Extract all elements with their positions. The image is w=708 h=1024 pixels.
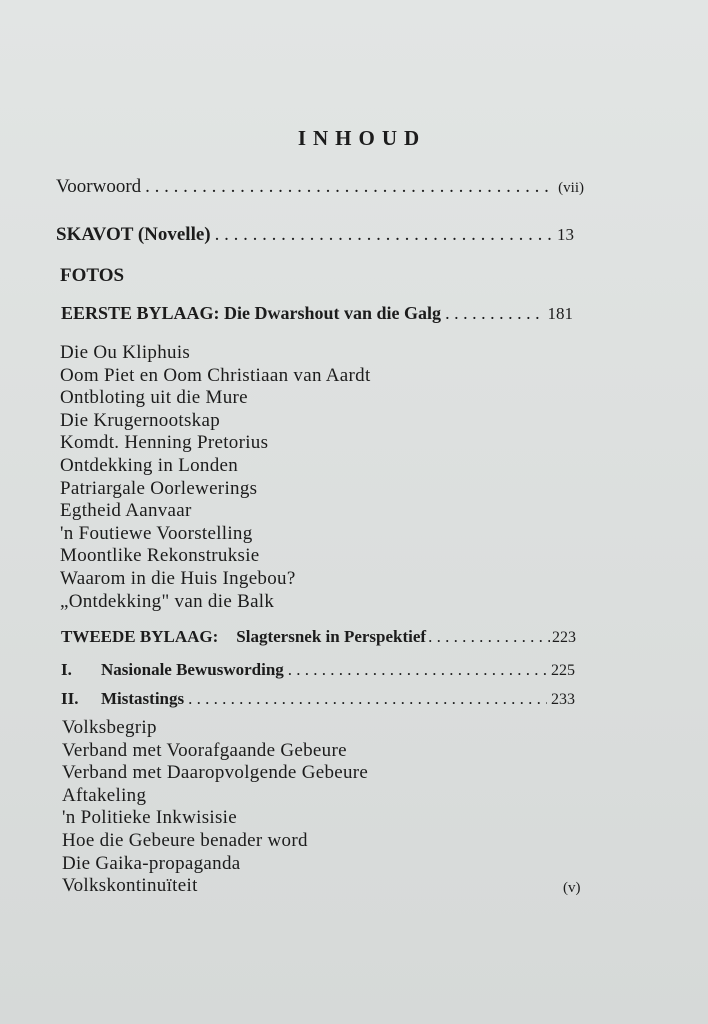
toc-entry-label: SKAVOT (Novelle) — [56, 224, 211, 245]
toc-entry-page: (vii) — [558, 180, 584, 196]
eerste-bylaag-list — [60, 342, 371, 613]
toc-entry-tweede-bylaag — [61, 627, 576, 647]
list-item: Ontdekking in Londen — [60, 454, 239, 476]
toc-entry-page: 225 — [551, 662, 575, 679]
list-item: Volksbegrip — [62, 717, 157, 738]
toc-entry-page: 181 — [547, 304, 573, 323]
toc-entry-page: 13 — [557, 225, 574, 244]
list-item: Die Gaika-propaganda — [62, 852, 241, 874]
list-item: Waarom in die Huis Ingebou? — [60, 567, 296, 589]
list-item: Verband met Daaropvolgende Gebeure — [62, 762, 369, 784]
list-item: Ontbloting uit die Mure — [60, 387, 248, 409]
toc-entry-number: I. — [61, 660, 72, 679]
toc-entry-nasionale — [61, 660, 575, 680]
dot-leader — [145, 176, 554, 198]
page-number: (v) — [563, 880, 581, 896]
toc-entry-page: 223 — [552, 629, 576, 646]
list-item: „Ontdekking" van die Balk — [60, 590, 275, 612]
toc-entry-mistastings — [61, 689, 575, 709]
toc-entry-skavot — [56, 224, 574, 246]
list-item: Oom Piet en Oom Christiaan van Aardt — [60, 364, 371, 386]
dot-leader — [445, 303, 543, 324]
toc-entry-eerste-bylaag — [61, 303, 573, 324]
list-item: 'n Foutiewe Voorstelling — [60, 522, 253, 544]
list-item: Verband met Voorafgaande Gebeure — [62, 739, 347, 761]
toc-entry-label: EERSTE BYLAAG: Die Dwarshout van die Galg — [61, 303, 442, 323]
list-item: 'n Politieke Inkwisisie — [62, 807, 237, 829]
toc-entry-number: II. — [61, 689, 79, 708]
dot-leader — [288, 660, 547, 680]
toc-entry-label: Nasionale Bewuswording — [101, 660, 284, 679]
toc-entry-label: TWEEDE BYLAAG: — [61, 627, 219, 646]
list-item: Die Krugernootskap — [60, 409, 220, 431]
list-item: Aftakeling — [62, 784, 147, 806]
toc-entry-fotos: FOTOS — [60, 265, 125, 286]
dot-leader — [188, 689, 547, 709]
list-item: Hoe die Gebeure benader word — [62, 829, 308, 851]
dot-leader — [215, 224, 553, 246]
toc-entry-label: Slagtersnek in Perspektief — [236, 627, 427, 646]
list-item: Volkskontinuïteit — [62, 875, 198, 897]
list-item: Komdt. Henning Pretorius — [60, 432, 269, 454]
toc-entry-page: 233 — [551, 691, 575, 708]
mistastings-list — [62, 717, 368, 898]
list-item: Die Ou Kliphuis — [60, 342, 191, 363]
list-item: Egtheid Aanvaar — [60, 500, 192, 522]
page-title: INHOUD — [297, 126, 427, 150]
list-item: Moontlike Rekonstruksie — [60, 545, 260, 567]
dot-leader — [428, 627, 550, 647]
toc-entry-label: Mistastings — [101, 689, 185, 708]
toc-entry-label: Voorwoord — [56, 176, 142, 197]
toc-entry-voorwoord — [56, 176, 584, 198]
list-item: Patriargale Oorlewerings — [60, 477, 258, 499]
